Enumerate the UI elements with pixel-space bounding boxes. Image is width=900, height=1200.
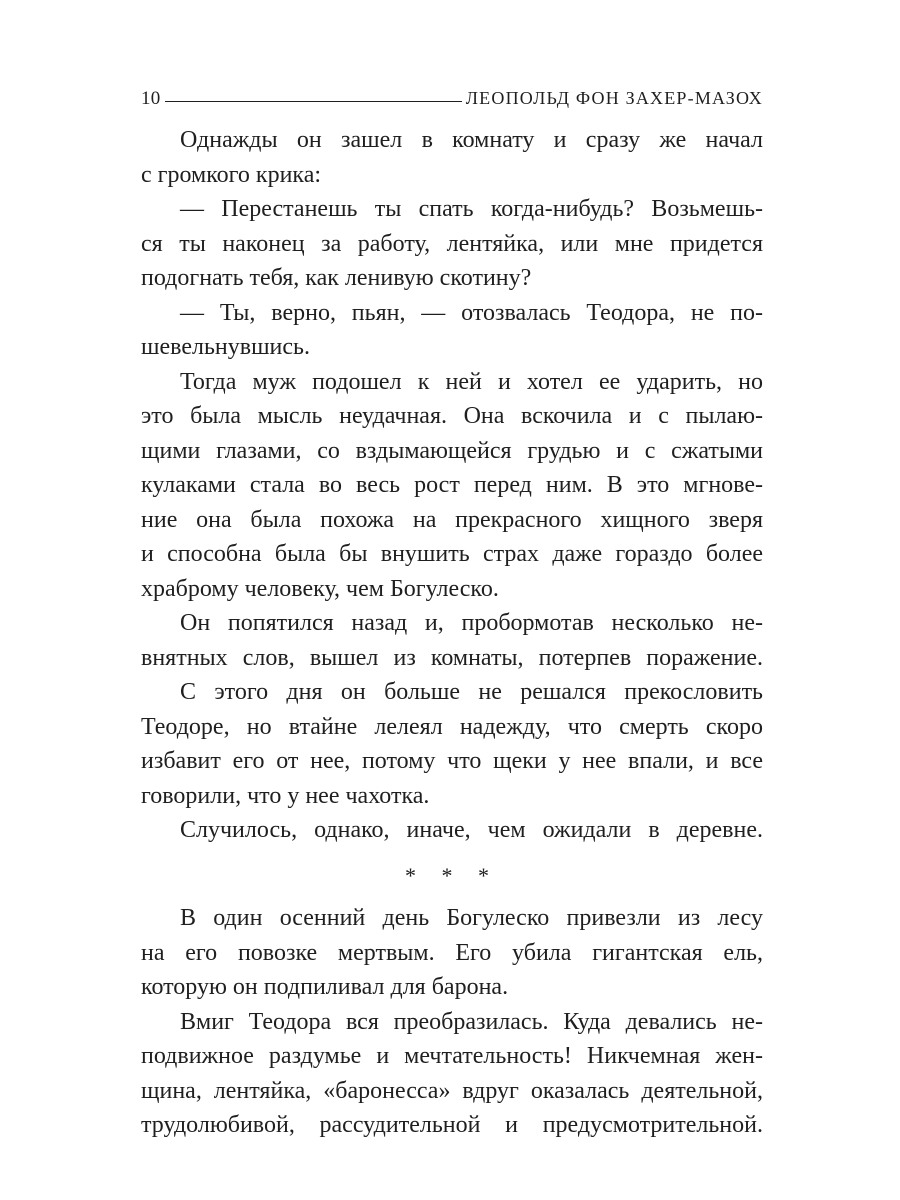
text-line: — Перестанешь ты спать когда-нибудь? Возьмешь-: [180, 196, 763, 222]
paragraph: [141, 606, 763, 675]
paragraph: [141, 365, 763, 607]
text-line: и способна была бы внушить страх даже гораздо более: [141, 541, 763, 567]
text-line: щими глазами, со вздымающейся грудью и с сжатыми: [141, 437, 763, 464]
text-line: шевельнувшись.: [141, 334, 310, 360]
text-line: подвижное раздумье и мечтательность! Никчемная жен-: [141, 1043, 763, 1069]
text-line: храброму человеку, чем Богулеско.: [141, 575, 499, 602]
text-line: это была мысль неудачная. Она вскочила и с пылаю-: [141, 403, 763, 429]
text-line: на его повозке мертвым. Его убила гигантская ель,: [141, 939, 763, 966]
text-line: Тогда муж подошел к ней и хотел ее ударить, но: [180, 368, 763, 395]
text-line: внятных слов, вышел из комнаты, потерпев поражение.: [141, 644, 763, 671]
paragraph: [141, 675, 763, 813]
text-line: щина, лентяйка, «баронесса» вдруг оказалась деятельной,: [141, 1077, 763, 1104]
running-title: ЛЕОПОЛЬД ФОН ЗАХЕР-МАЗОХ: [465, 88, 763, 108]
text-line: трудолюбивой, рассудительной и предусмотрительной.: [141, 1112, 763, 1138]
paragraph: [141, 123, 763, 192]
text-line: Случилось, однако, иначе, чем ожидали в деревне.: [180, 817, 763, 843]
text-line: Он попятился назад и, пробормотав несколько не-: [180, 610, 763, 636]
text-line: ние она была похожа на прекрасного хищного зверя: [141, 506, 763, 533]
text-line: говорили, что у нее чахотка.: [141, 782, 430, 809]
running-head: [141, 88, 763, 110]
text-line: избавит его от нее, потому что щеки у нее впали, и все: [141, 748, 763, 774]
text-line: С этого дня он больше не решался прекословить: [180, 679, 763, 705]
text-body: [141, 123, 763, 1143]
text-line: Теодоре, но втайне лелеял надежду, что смерть скоро: [141, 713, 763, 740]
paragraph: [141, 901, 763, 1005]
text-line: подогнать тебя, как ленивую скотину?: [141, 265, 532, 291]
header-rule: [165, 101, 462, 102]
text-line: Вмиг Теодора вся преобразилась. Куда девались не-: [180, 1008, 763, 1035]
section-separator: * * *: [405, 862, 499, 888]
paragraph: [141, 296, 763, 365]
page-number: 10: [141, 88, 161, 109]
text-line: с громкого крика:: [141, 161, 322, 188]
paragraph: [141, 813, 763, 848]
text-line: Однажды он зашел в комнату и сразу же начал: [180, 127, 763, 153]
text-line: В один осенний день Богулеско привезли из лесу: [180, 905, 763, 931]
text-line: которую он подпиливал для барона.: [141, 974, 509, 1000]
text-line: ся ты наконец за работу, лентяйка, или мне придется: [141, 230, 763, 257]
text-line: кулаками стала во весь рост перед ним. В это мгнове-: [141, 472, 763, 498]
paragraph: [141, 192, 763, 296]
text-line: — Ты, верно, пьян, — отозвалась Теодора, не по-: [180, 299, 763, 326]
paragraph: [141, 1005, 763, 1143]
